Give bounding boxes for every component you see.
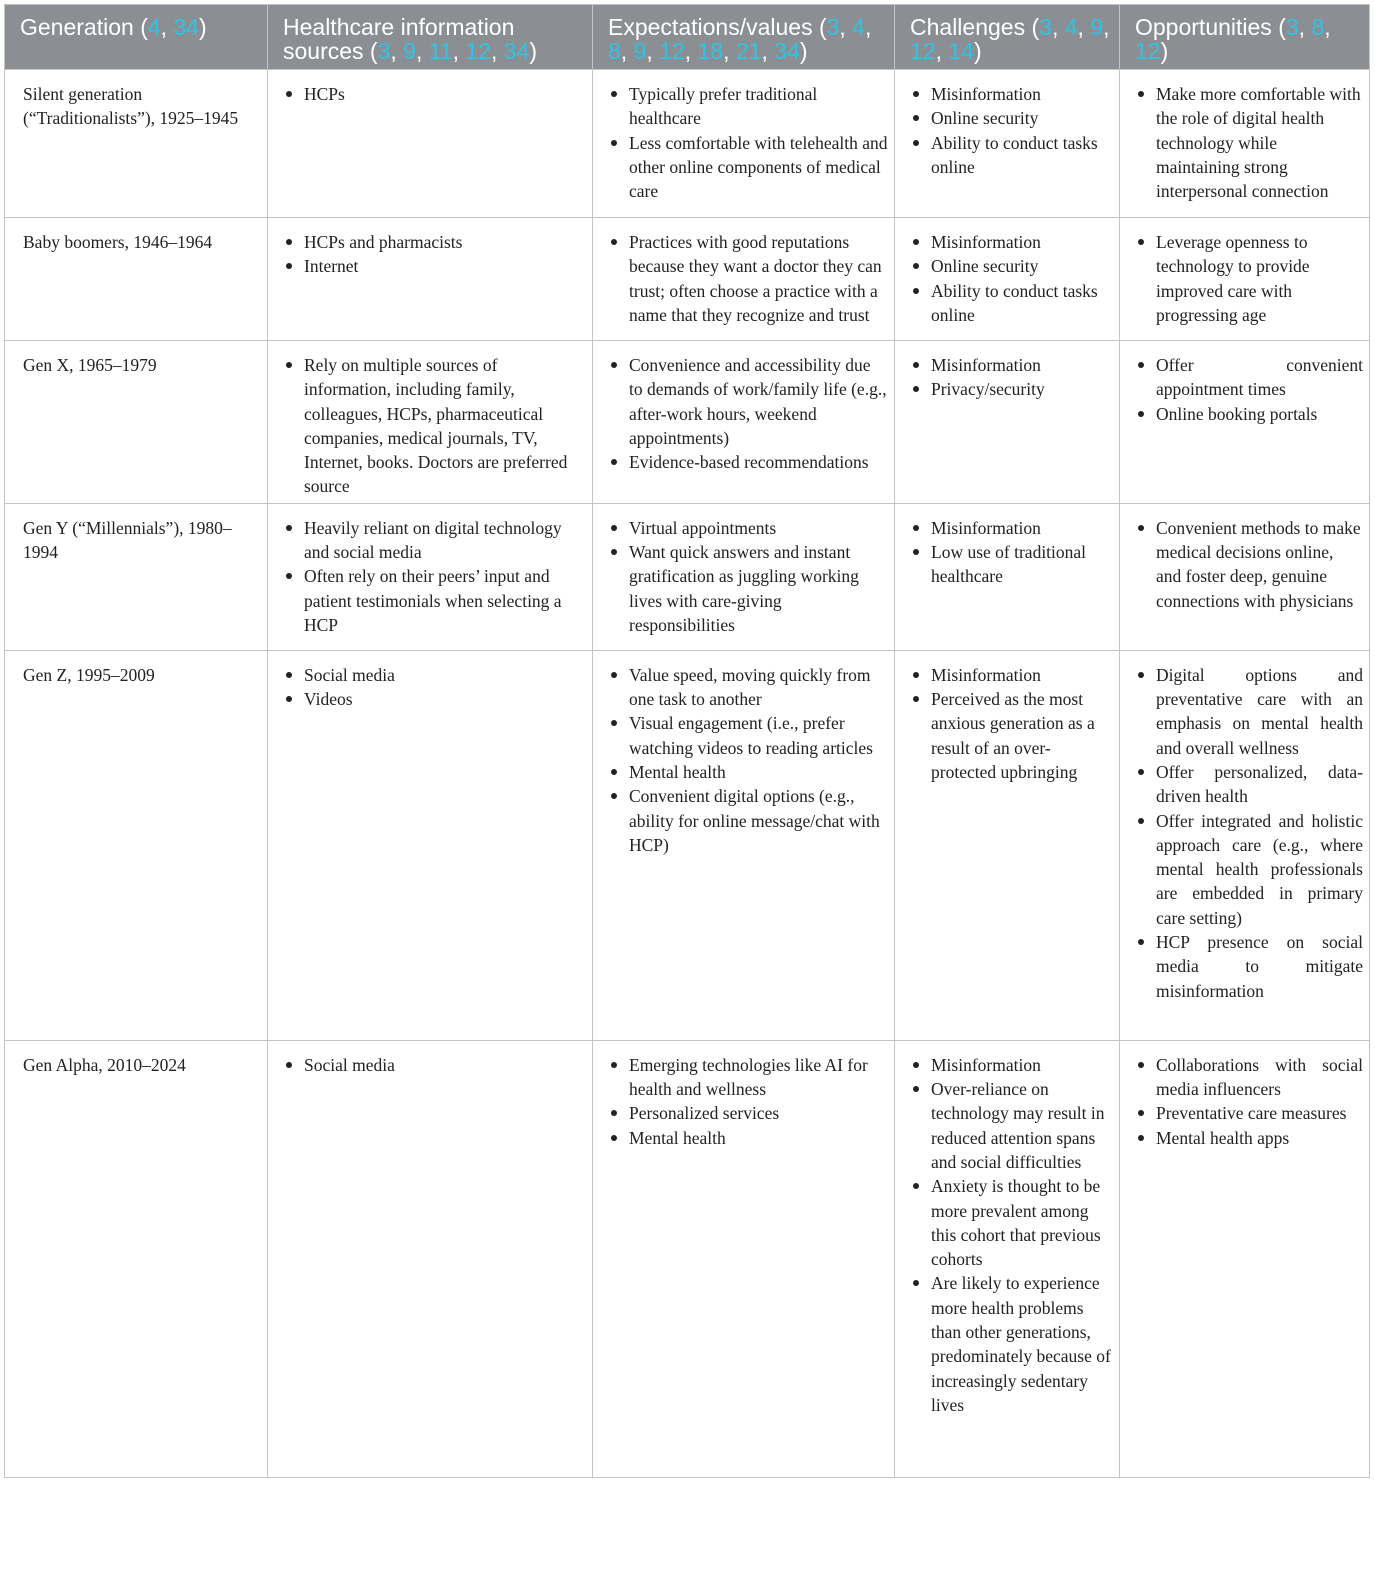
list-item: Practices with good reputations because they want a doctor they can trust; often choose a practice with a name that they recognize and trust xyxy=(611,230,888,327)
citation-link[interactable]: 11 xyxy=(428,38,453,64)
generation-cell: Baby boomers, 1946–1964 xyxy=(5,218,268,341)
list-item: Social media xyxy=(286,1053,586,1077)
list-item: Are likely to experience more health problems than other generations, predominately because of increasingly sedentary lives xyxy=(913,1271,1113,1417)
challenges-cell xyxy=(895,650,1120,1040)
citation-link[interactable]: 4 xyxy=(147,14,161,40)
sources-cell xyxy=(268,1040,593,1477)
generation-cell: Gen Alpha, 2010–2024 xyxy=(5,1040,268,1477)
list-item: Mental health xyxy=(611,760,888,784)
list-item: HCP presence on social media to mitigate misinformation xyxy=(1138,930,1363,1003)
citation-link[interactable]: 12 xyxy=(465,38,492,64)
list-item: Visual engagement (i.e., prefer watching videos to reading articles xyxy=(611,711,888,760)
list-item: Offer convenient appointment times xyxy=(1138,353,1363,402)
expectations-cell xyxy=(593,341,895,504)
list-item: Less comfortable with telehealth and other online components of medical care xyxy=(611,131,888,204)
citation-link[interactable]: 8 xyxy=(1311,14,1325,40)
challenges-cell xyxy=(895,341,1120,504)
table-row xyxy=(5,70,1370,218)
opportunities-cell xyxy=(1120,218,1370,341)
table-row xyxy=(5,1040,1370,1477)
list-item: Offer integrated and holistic approach care (e.g., where mental health professionals are embedded in primary care setting) xyxy=(1138,809,1363,930)
citation-link[interactable]: 34 xyxy=(503,38,530,64)
citation-link[interactable]: 3 xyxy=(377,38,391,64)
list-item: Personalized services xyxy=(611,1101,888,1125)
expectations-cell xyxy=(593,650,895,1040)
opportunities-cell xyxy=(1120,1040,1370,1477)
citation-link[interactable]: 4 xyxy=(852,14,865,40)
list-item: Online booking portals xyxy=(1138,402,1363,426)
challenges-cell xyxy=(895,1040,1120,1477)
citation-link[interactable]: 9 xyxy=(403,38,416,64)
generation-cell: Gen Y (“Millennials”), 1980–1994 xyxy=(5,503,268,650)
list-item: Online security xyxy=(913,106,1113,130)
list-item: HCPs xyxy=(286,82,586,106)
header-opportunities: Opportunities (3, 8, 12) xyxy=(1120,5,1370,70)
list-item: Misinformation xyxy=(913,82,1113,106)
citation-link[interactable]: 34 xyxy=(774,38,800,64)
citation-link[interactable]: 12 xyxy=(910,38,936,64)
header-sources: Healthcare information sources (3, 9, 11, 12, 34) xyxy=(268,5,593,70)
generation-cell: Silent generation (“Traditionalists”), 1925–1945 xyxy=(5,70,268,218)
citation-link[interactable]: 3 xyxy=(826,14,840,40)
generation-cell: Gen Z, 1995–2009 xyxy=(5,650,268,1040)
opportunities-cell xyxy=(1120,341,1370,504)
list-item: Virtual appointments xyxy=(611,516,888,540)
list-item: Anxiety is thought to be more prevalent among this cohort that previous cohorts xyxy=(913,1174,1113,1271)
list-item: Misinformation xyxy=(913,230,1113,254)
opportunities-cell xyxy=(1120,70,1370,218)
citation-link[interactable]: 21 xyxy=(735,38,762,64)
list-item: Typically prefer traditional healthcare xyxy=(611,82,888,131)
challenges-cell xyxy=(895,503,1120,650)
citation-link[interactable]: 18 xyxy=(697,38,724,64)
expectations-cell xyxy=(593,503,895,650)
list-item: Ability to conduct tasks online xyxy=(913,131,1113,180)
opportunities-cell xyxy=(1120,650,1370,1040)
header-expectations: Expectations/values (3, 4, 8, 9, 12, 18, 21, 34) xyxy=(593,5,895,70)
list-item: Social media xyxy=(286,663,586,687)
citation-link[interactable]: 3 xyxy=(1285,14,1299,40)
challenges-cell xyxy=(895,70,1120,218)
citation-link[interactable]: 3 xyxy=(1039,14,1052,40)
generation-cell: Gen X, 1965–1979 xyxy=(5,341,268,504)
list-item: Ability to conduct tasks online xyxy=(913,279,1113,328)
citation-link[interactable]: 4 xyxy=(1064,14,1078,40)
list-item: Want quick answers and instant gratification as juggling working lives with care-giving responsibilities xyxy=(611,540,888,637)
sources-cell xyxy=(268,341,593,504)
sources-cell xyxy=(268,503,593,650)
expectations-cell xyxy=(593,218,895,341)
list-item: Convenience and accessibility due to demands of work/family life (e.g., after-work hours, weekend appointments) xyxy=(611,353,888,450)
list-item: Misinformation xyxy=(913,353,1113,377)
opportunities-cell xyxy=(1120,503,1370,650)
list-item: Rely on multiple sources of information, including family, colleagues, HCPs, pharmaceutical companies, medical journals, TV, Internet, books. Doctors are preferred source xyxy=(286,353,586,499)
citation-link[interactable]: 9 xyxy=(1090,14,1104,40)
citation-link[interactable]: 12 xyxy=(659,38,685,64)
list-item: Make more comfortable with the role of digital health technology while maintaining strong interpersonal connection xyxy=(1138,82,1363,203)
list-item: Mental health xyxy=(611,1126,888,1150)
citation-link[interactable]: 34 xyxy=(173,14,200,40)
list-item: Misinformation xyxy=(913,663,1113,687)
table-row xyxy=(5,650,1370,1040)
list-item: Preventative care measures xyxy=(1138,1101,1363,1125)
citation-link[interactable]: 12 xyxy=(1135,38,1161,64)
header-generation: Generation (4, 34) xyxy=(5,5,268,70)
list-item: Low use of traditional healthcare xyxy=(913,540,1113,589)
list-item: Internet xyxy=(286,254,586,278)
citation-link[interactable]: 9 xyxy=(633,38,647,64)
list-item: Offer personalized, data-driven health xyxy=(1138,760,1363,809)
list-item: Convenient methods to make medical decisions online, and foster deep, genuine connections with physicians xyxy=(1138,516,1363,613)
sources-cell xyxy=(268,218,593,341)
list-item: Perceived as the most anxious generation as a result of an over-protected upbringing xyxy=(913,687,1113,784)
citation-link[interactable]: 8 xyxy=(608,38,621,64)
list-item: Misinformation xyxy=(913,516,1113,540)
generations-table xyxy=(4,4,1370,1478)
expectations-cell xyxy=(593,70,895,218)
sources-cell xyxy=(268,650,593,1040)
expectations-cell xyxy=(593,1040,895,1477)
list-item: Mental health apps xyxy=(1138,1126,1363,1150)
list-item: Privacy/security xyxy=(913,377,1113,401)
list-item: Emerging technologies like AI for health and wellness xyxy=(611,1053,888,1102)
list-item: Misinformation xyxy=(913,1053,1113,1077)
header-row xyxy=(5,5,1370,70)
list-item: Heavily reliant on digital technology and social media xyxy=(286,516,586,565)
table-row xyxy=(5,218,1370,341)
list-item: Leverage openness to technology to provide improved care with progressing age xyxy=(1138,230,1363,327)
list-item: Convenient digital options (e.g., ability for online message/chat with HCP) xyxy=(611,784,888,857)
list-item: Often rely on their peers’ input and patient testimonials when selecting a HCP xyxy=(286,564,586,637)
list-item: Value speed, moving quickly from one task to another xyxy=(611,663,888,712)
list-item: Over-reliance on technology may result in reduced attention spans and social difficulties xyxy=(913,1077,1113,1174)
sources-cell xyxy=(268,70,593,218)
list-item: Online security xyxy=(913,254,1113,278)
list-item: Collaborations with social media influencers xyxy=(1138,1053,1363,1102)
citation-link[interactable]: 14 xyxy=(948,38,974,64)
list-item: Videos xyxy=(286,687,586,711)
list-item: Evidence-based recommendations xyxy=(611,450,888,474)
header-challenges: Challenges (3, 4, 9, 12, 14) xyxy=(895,5,1120,70)
challenges-cell xyxy=(895,218,1120,341)
list-item: Digital options and preventative care with an emphasis on mental health and overall wellness xyxy=(1138,663,1363,760)
table-row xyxy=(5,341,1370,504)
list-item: HCPs and pharmacists xyxy=(286,230,586,254)
table-row xyxy=(5,503,1370,650)
